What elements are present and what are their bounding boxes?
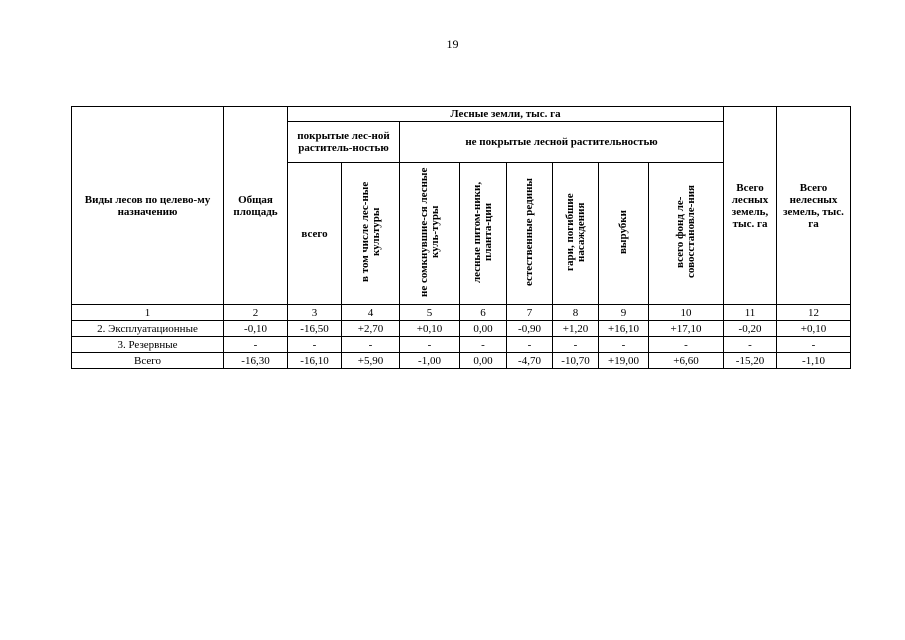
table-cell: - (724, 337, 777, 353)
row-label: 3. Резервные (72, 337, 224, 353)
table-cell: +0,10 (777, 321, 851, 337)
row-label: 2. Эксплуатационные (72, 321, 224, 337)
table-cell: -0,90 (507, 321, 553, 337)
table-cell: +2,70 (342, 321, 400, 337)
table-cell: +6,60 (649, 353, 724, 369)
table-cell: -16,30 (224, 353, 288, 369)
column-number: 4 (342, 305, 400, 321)
table-cell: +17,10 (649, 321, 724, 337)
header-natural-sparse: естественные редины (507, 163, 553, 305)
header-forest-lands: Лесные земли, тыс. га (288, 107, 724, 122)
table-cell: - (288, 337, 342, 353)
table-cell: -0,10 (224, 321, 288, 337)
column-number: 9 (599, 305, 649, 321)
column-number: 8 (553, 305, 599, 321)
table-cell: -16,10 (288, 353, 342, 369)
header-total-area: Общая площадь (224, 107, 288, 305)
table-cell: -1,00 (400, 353, 460, 369)
column-number: 12 (777, 305, 851, 321)
header-covered-total: всего (288, 163, 342, 305)
table-cell: +5,90 (342, 353, 400, 369)
table-cell: - (400, 337, 460, 353)
table-cell: 0,00 (460, 353, 507, 369)
forest-land-table (71, 106, 851, 369)
header-unclosed-plantations: не сомкнувшие-ся лесные куль-туры (400, 163, 460, 305)
table-cell: - (460, 337, 507, 353)
table-cell: -16,50 (288, 321, 342, 337)
table-row-reserve (72, 337, 851, 353)
header-clearings: вырубки (599, 163, 649, 305)
table-cell: - (342, 337, 400, 353)
table-cell: - (777, 337, 851, 353)
column-number: 7 (507, 305, 553, 321)
header-reforestation-fund: всего фонд ле-совосстановле-ния (649, 163, 724, 305)
table-cell: -0,20 (724, 321, 777, 337)
table-cell: -10,70 (553, 353, 599, 369)
header-total-forest-lands: Всего лесных земель, тыс. га (724, 107, 777, 305)
page-number: 19 (446, 37, 459, 51)
header-nurseries: лесные питом-ники, планта-ции (460, 163, 507, 305)
table-cell: +16,10 (599, 321, 649, 337)
header-forest-types: Виды лесов по целево-му назначению (72, 107, 224, 305)
column-number: 1 (72, 305, 224, 321)
column-number: 5 (400, 305, 460, 321)
table-cell: -1,10 (777, 353, 851, 369)
table-row-exploitation (72, 321, 851, 337)
table-cell: - (553, 337, 599, 353)
header-burnt-dead: гари, погибшие насаждения (553, 163, 599, 305)
column-number-row (72, 305, 851, 321)
table-cell: -4,70 (507, 353, 553, 369)
table-cell: +0,10 (400, 321, 460, 337)
table-cell: 0,00 (460, 321, 507, 337)
table-cell: - (649, 337, 724, 353)
table-cell: - (599, 337, 649, 353)
column-number: 6 (460, 305, 507, 321)
table-cell: -15,20 (724, 353, 777, 369)
column-number: 11 (724, 305, 777, 321)
header-not-covered-vegetation: не покрытые лесной растительностью (400, 122, 724, 163)
header-covered-vegetation: покрытые лес-ной раститель-ностью (288, 122, 400, 163)
column-number: 2 (224, 305, 288, 321)
row-label: Всего (72, 353, 224, 369)
table-cell: - (224, 337, 288, 353)
table-cell: +19,00 (599, 353, 649, 369)
table-cell: +1,20 (553, 321, 599, 337)
header-incl-plantations: в том числе лес-ные культуры (342, 163, 400, 305)
table-row-total (72, 353, 851, 369)
column-number: 3 (288, 305, 342, 321)
header-total-nonforest-lands: Всего нелесных земель, тыс. га (777, 107, 851, 305)
table-cell: - (507, 337, 553, 353)
column-number: 10 (649, 305, 724, 321)
